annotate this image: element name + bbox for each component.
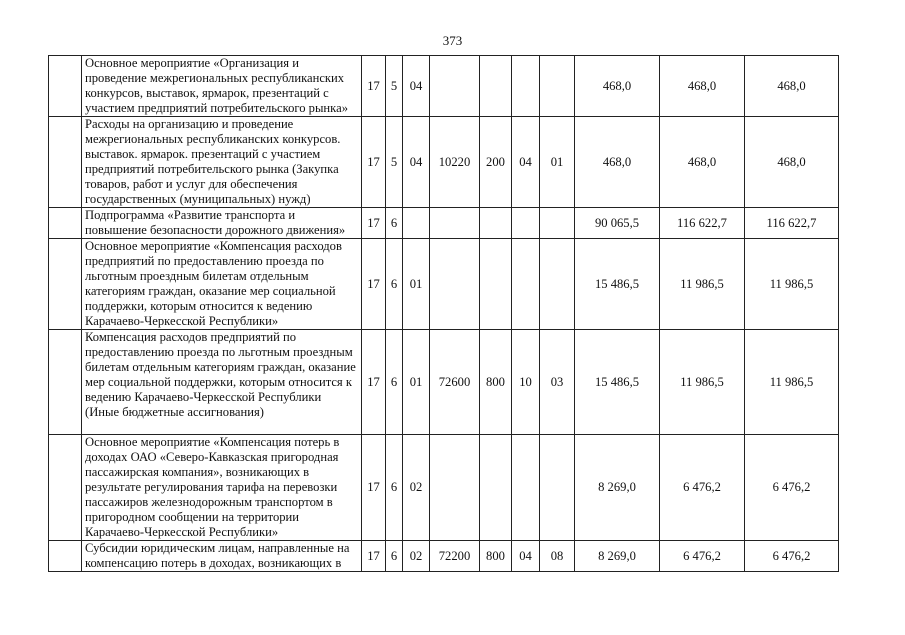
code-cell: 6: [386, 239, 403, 330]
code-cell: 10220: [430, 117, 480, 208]
item-name: Основное мероприятие «Компенсация потерь в доходах ОАО «Северо-Кавказская пригородная пассажирская компания», возникающих в результате регулирования тарифа на перевозки пассажиров железнодорожным транспортом в пригородном сообщении на территории Карачаево-Черкесской Республики»: [82, 435, 362, 541]
code-cell: [480, 208, 512, 239]
code-cell: 200: [480, 117, 512, 208]
code-cell: 72600: [430, 330, 480, 435]
code-cell: 08: [540, 541, 575, 572]
table-row: [49, 435, 839, 541]
index-cell: [49, 330, 82, 435]
code-cell: [540, 239, 575, 330]
amount-cell: 11 986,5: [745, 330, 839, 435]
code-cell: 800: [480, 541, 512, 572]
amount-cell: 11 986,5: [660, 330, 745, 435]
code-cell: [512, 208, 540, 239]
code-cell: 01: [403, 239, 430, 330]
item-name: Субсидии юридическим лицам, направленные на компенсацию потерь в доходах, возникающих в: [82, 541, 362, 572]
code-cell: 6: [386, 435, 403, 541]
code-cell: [540, 435, 575, 541]
table-row: [49, 56, 839, 117]
code-cell: [480, 435, 512, 541]
index-cell: [49, 56, 82, 117]
code-cell: 17: [362, 435, 386, 541]
code-cell: 02: [403, 541, 430, 572]
code-cell: [480, 239, 512, 330]
amount-cell: 11 986,5: [660, 239, 745, 330]
amount-cell: 116 622,7: [745, 208, 839, 239]
page-number: 373: [442, 33, 463, 48]
index-cell: [49, 208, 82, 239]
index-cell: [49, 435, 82, 541]
code-cell: [403, 208, 430, 239]
amount-cell: 6 476,2: [660, 541, 745, 572]
index-cell: [49, 239, 82, 330]
table-row: [49, 117, 839, 208]
amount-cell: 468,0: [575, 117, 660, 208]
amount-cell: 6 476,2: [660, 435, 745, 541]
item-name: Подпрограмма «Развитие транспорта и повышение безопасности дорожного движения»: [82, 208, 362, 239]
code-cell: [540, 208, 575, 239]
code-cell: [512, 56, 540, 117]
code-cell: 17: [362, 541, 386, 572]
code-cell: 5: [386, 117, 403, 208]
code-cell: 01: [403, 330, 430, 435]
code-cell: 6: [386, 330, 403, 435]
code-cell: 6: [386, 541, 403, 572]
code-cell: 5: [386, 56, 403, 117]
amount-cell: 11 986,5: [745, 239, 839, 330]
item-name: Основное мероприятие «Компенсация расходов предприятий по предоставлению проезда по льготным проездным билетам отдельным категориям граждан, оказание мер социальной поддержки, которым относится к ведению Карачаево-Черкесской Республики»: [82, 239, 362, 330]
code-cell: [540, 56, 575, 117]
code-cell: 17: [362, 117, 386, 208]
item-name: Компенсация расходов предприятий по предоставлению проезда по льготным проездным билетам отдельным категориям граждан, оказание мер социальной поддержки, которым относится к ведению Карачаево-Черкесской Республики (Иные бюджетные ассигнования): [82, 330, 362, 435]
code-cell: 17: [362, 239, 386, 330]
amount-cell: 8 269,0: [575, 541, 660, 572]
code-cell: 03: [540, 330, 575, 435]
amount-cell: 90 065,5: [575, 208, 660, 239]
code-cell: [480, 56, 512, 117]
code-cell: 72200: [430, 541, 480, 572]
index-cell: [49, 117, 82, 208]
code-cell: 17: [362, 330, 386, 435]
index-cell: [49, 541, 82, 572]
code-cell: 04: [403, 117, 430, 208]
item-name: Расходы на организацию и проведение межрегиональных республиканских конкурсов. выставок. ярмарок. презентаций с участием предприятий потребительского рынка (Закупка товаров, работ и услуг для обеспечения государственных (муниципальных) нужд): [82, 117, 362, 208]
code-cell: [430, 239, 480, 330]
amount-cell: 8 269,0: [575, 435, 660, 541]
amount-cell: 468,0: [660, 117, 745, 208]
table-row: [49, 541, 839, 572]
amount-cell: 6 476,2: [745, 541, 839, 572]
table-row: [49, 208, 839, 239]
code-cell: 01: [540, 117, 575, 208]
amount-cell: 15 486,5: [575, 330, 660, 435]
amount-cell: 6 476,2: [745, 435, 839, 541]
code-cell: [430, 435, 480, 541]
code-cell: 17: [362, 56, 386, 117]
item-name: Основное мероприятие «Организация и проведение межрегиональных республиканских конкурсов, выставок, ярмарок, презентаций с участием предприятий потребительского рынка»: [82, 56, 362, 117]
amount-cell: 468,0: [660, 56, 745, 117]
code-cell: 800: [480, 330, 512, 435]
code-cell: 17: [362, 208, 386, 239]
code-cell: [430, 208, 480, 239]
amount-cell: 116 622,7: [660, 208, 745, 239]
code-cell: 02: [403, 435, 430, 541]
code-cell: 04: [512, 541, 540, 572]
code-cell: 10: [512, 330, 540, 435]
code-cell: 04: [403, 56, 430, 117]
code-cell: 6: [386, 208, 403, 239]
code-cell: [512, 239, 540, 330]
amount-cell: 468,0: [745, 56, 839, 117]
amount-cell: 15 486,5: [575, 239, 660, 330]
amount-cell: 468,0: [745, 117, 839, 208]
code-cell: [430, 56, 480, 117]
table-row: [49, 330, 839, 435]
code-cell: [512, 435, 540, 541]
code-cell: 04: [512, 117, 540, 208]
amount-cell: 468,0: [575, 56, 660, 117]
budget-table: [48, 55, 839, 572]
table-row: [49, 239, 839, 330]
